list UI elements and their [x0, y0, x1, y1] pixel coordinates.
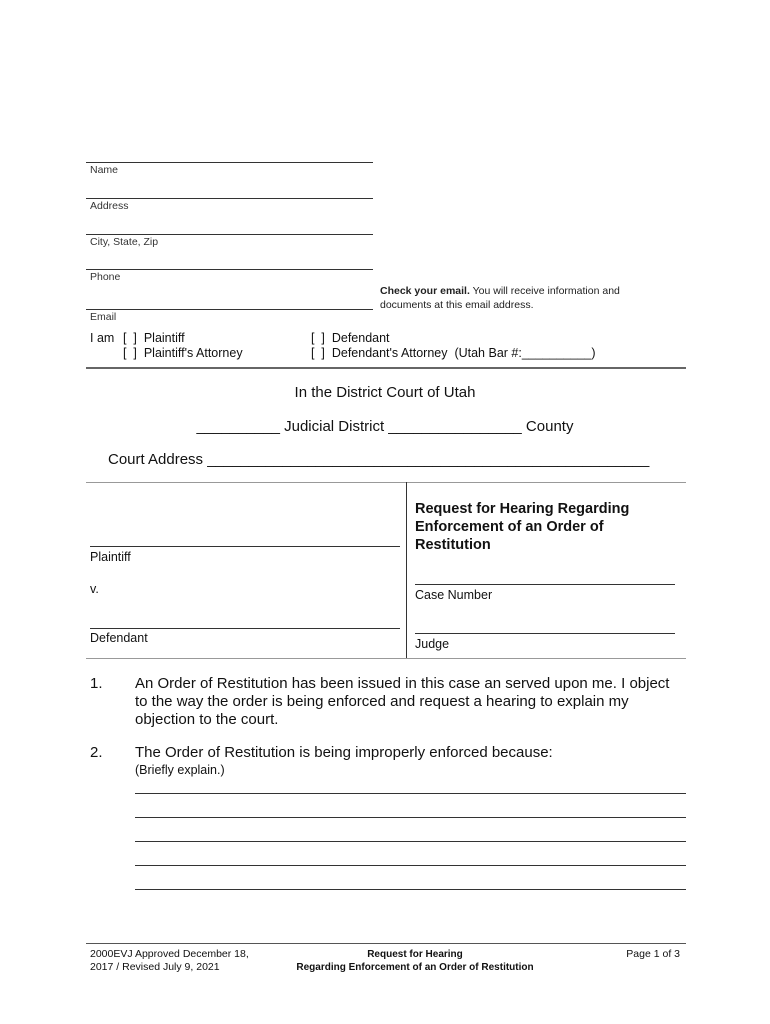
defendant-attorney-checkbox[interactable]: [ ] Defendant's Attorney (Utah Bar #:__________) — [311, 346, 596, 360]
header-divider — [86, 367, 686, 369]
defendant-field-line[interactable] — [90, 628, 400, 629]
court-title: In the District Court of Utah — [294, 384, 476, 401]
plaintiff-attorney-checkbox[interactable]: [ ] Plaintiff's Attorney — [123, 346, 243, 360]
defendant-label: Defendant — [90, 631, 148, 645]
item-1-number: 1. — [90, 675, 103, 692]
request-title-line1: Request for Hearing Regarding — [415, 501, 630, 517]
name-label: Name — [90, 164, 119, 176]
footer-divider — [86, 943, 686, 944]
item-1-line3: objection to the court. — [135, 711, 279, 728]
footer-form-id — [90, 948, 249, 974]
explain-line-3[interactable] — [135, 841, 686, 842]
explain-line-5[interactable] — [135, 889, 686, 890]
defendant-checkbox[interactable]: [ ] Defendant — [311, 331, 390, 345]
name-field-line[interactable] — [86, 162, 373, 163]
request-title — [415, 500, 629, 554]
email-note-bold: Check your email. — [380, 285, 470, 297]
item-2-note: (Briefly explain.) — [135, 763, 225, 777]
iam-label: I am — [90, 331, 115, 345]
explain-line-2[interactable] — [135, 817, 686, 818]
judge-label: Judge — [415, 637, 450, 651]
phone-field-line[interactable] — [86, 269, 373, 270]
plaintiff-label: Plaintiff — [90, 550, 131, 564]
item-2-number: 2. — [90, 744, 103, 761]
phone-label: Phone — [90, 271, 121, 283]
footer-page-number: Page 1 of 3 — [626, 948, 680, 960]
footer-title-line1: Request for Hearing — [367, 949, 463, 960]
explain-line-4[interactable] — [135, 865, 686, 866]
explain-line-1[interactable] — [135, 793, 686, 794]
email-field-line[interactable] — [86, 309, 373, 310]
item-1-line2: to the way the order is being enforced and request a hearing to explain my — [135, 693, 629, 710]
court-district-line[interactable]: __________ Judicial District ________________ County — [196, 418, 574, 435]
caption-top-line — [86, 482, 686, 483]
caption-bottom-line — [86, 658, 686, 659]
footer-form-id-line2: 2017 / Revised July 9, 2021 — [90, 961, 220, 973]
city-field-line[interactable] — [86, 234, 373, 235]
versus-label: v. — [90, 582, 99, 596]
footer-title-line2: Regarding Enforcement of an Order of Restitution — [296, 962, 534, 973]
item-1-text — [135, 675, 669, 729]
address-label: Address — [90, 200, 129, 212]
caption-divider — [406, 482, 407, 658]
judge-field-line[interactable] — [415, 633, 675, 634]
request-title-line3: Restitution — [415, 537, 491, 553]
footer-title — [255, 948, 575, 974]
address-field-line[interactable] — [86, 198, 373, 199]
request-title-line2: Enforcement of an Order of — [415, 519, 604, 535]
plaintiff-field-line[interactable] — [90, 546, 400, 547]
footer-form-id-line1: 2000EVJ Approved December 18, — [90, 948, 249, 960]
email-note-line2: documents at this email address. — [380, 299, 534, 311]
email-note-rest: You will receive information and — [469, 285, 620, 297]
court-address-line[interactable]: Court Address _____________________________________________________ — [108, 451, 650, 468]
case-number-field-line[interactable] — [415, 584, 675, 585]
email-note — [380, 284, 620, 312]
city-label: City, State, Zip — [90, 236, 159, 248]
item-2-text: The Order of Restitution is being improperly enforced because: — [135, 744, 553, 761]
plaintiff-checkbox[interactable]: [ ] Plaintiff — [123, 331, 185, 345]
email-label: Email — [90, 311, 117, 323]
case-number-label: Case Number — [415, 588, 493, 602]
item-1-line1: An Order of Restitution has been issued in this case an served upon me. I object — [135, 675, 670, 692]
